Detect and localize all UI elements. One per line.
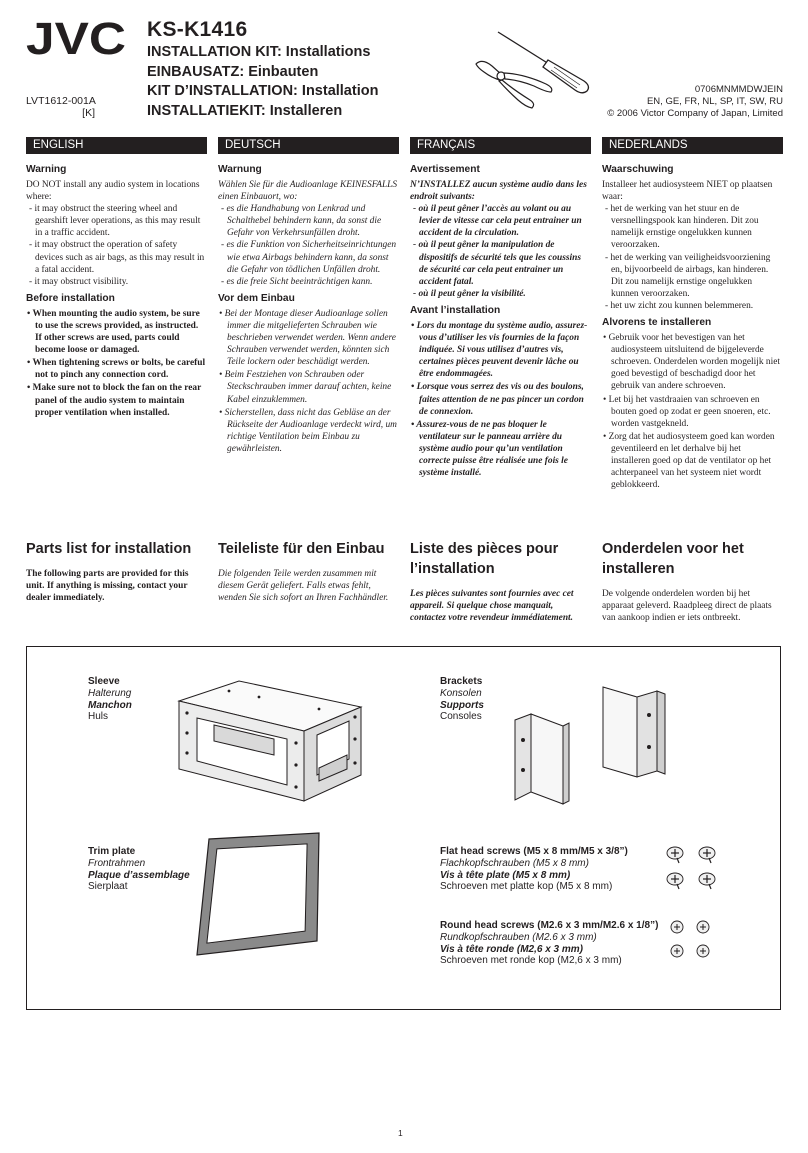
label-de: Rundkopfschrauben (M2.6 x 3 mm) — [440, 931, 597, 943]
parts-intro-nl: De volgende onderdelen worden bij het apparaat geleverd. Raadpleeg direct de plaats van aankoop indien er iets ontbreekt. — [602, 589, 772, 624]
label-de: Konsolen — [440, 687, 482, 699]
label-en: Sleeve — [88, 676, 120, 687]
before-item: • Make sure not to block the fan on the rear panel of the audio system to maintain proper ventilation when installed. — [27, 383, 202, 418]
svg-text:JVC: JVC — [26, 17, 126, 59]
label-de: Halterung — [88, 687, 132, 699]
nederlands-column — [602, 164, 782, 492]
parts-heading-nl — [602, 539, 787, 579]
tab-english: ENGLISH — [26, 137, 207, 154]
tab-deutsch: DEUTSCH — [218, 137, 399, 154]
label-nl: Consoles — [440, 711, 482, 723]
warning-item: - het de werking van het stuur en de versnellingspook kan hinderen. Dit zou namelijk ernstige ongelukken kunnen veroorzaken. — [605, 204, 759, 251]
bracket-right-drawing — [599, 685, 671, 785]
warning-item: - es die freie Sicht beeinträchtigen kann. — [221, 276, 373, 287]
warning-item: - het de werking van veiligheidsvoorziening en, bijvoorbeeld de airbags, kan hinderen. Dit zou namelijk ernstige ongelukken kunnen veroorzaken. — [605, 252, 771, 299]
label-en: Trim plate — [88, 846, 136, 857]
label-fr: Supports — [440, 699, 484, 711]
title-fr: KIT D’INSTALLATION: Installation — [147, 83, 379, 99]
parts-heading-nl-line2: installeren — [602, 561, 675, 577]
before-heading: Before installation — [26, 292, 115, 304]
label-en: Flat head screws (M5 x 8 mm/M5 x 3/8”) — [440, 846, 628, 857]
parts-heading-en: Parts list for installation — [26, 541, 192, 557]
warning-item: - it may obstruct visibility. — [29, 276, 129, 287]
jvc-logo — [26, 17, 126, 59]
before-item: • Sicherstellen, dass nicht das Gebläse an der Rückseite der Audioanlage verdeckt wird, um richtige Ventilation beim Einbau zu gewährleisten. — [219, 407, 397, 454]
warning-intro: Installeer het audiosysteem NIET op plaatsen waar: — [602, 180, 773, 203]
tab-nederlands: NEDERLANDS — [602, 137, 783, 154]
tools-illustration — [474, 30, 609, 110]
right-langs: EN, GE, FR, NL, SP, IT, SW, RU — [646, 96, 783, 107]
label-en: Round head screws (M2.6 x 3 mm/M2.6 x 1/8”) — [440, 920, 659, 931]
parts-heading-de: Teileliste für den Einbau — [218, 541, 385, 557]
warning-item: - it may obstruct the operation of safety devices such as air bags, as this may result in a fatal accident. — [29, 240, 205, 275]
label-nl: Huls — [88, 711, 109, 723]
before-item: • Let bij het vastdraaien van schroeven en bouten goed op zodat er geen snoeren, etc. worden vastgekneld. — [603, 394, 771, 429]
page-number: 1 — [398, 1128, 403, 1138]
parts-intro-fr: Les pièces suivantes sont fournies avec cet appareil. Si quelque chose manquait, contactez votre revendeur immédiatement. — [410, 589, 574, 624]
warning-item: - où il peut gêner l’accès au volant ou au levier de vitesse car cela peut entrainer un accident de la circulation. — [413, 204, 582, 239]
label-en: Brackets — [440, 676, 483, 687]
before-heading: Alvorens te installeren — [602, 317, 712, 329]
right-code: 0706MNMMDWJEIN — [694, 84, 783, 95]
header-right-info — [607, 84, 783, 120]
english-column — [26, 164, 206, 420]
trim-plate-drawing — [191, 831, 331, 959]
before-item: • Bei der Montage dieser Audioanlage sollen immer die mitgelieferten Schrauben wie beschrieben verwendet werden. Wenn andere Schrauben verwendet werden, könnten sich Teile lockern oder beschädigt werden. — [219, 308, 396, 368]
round-head-screws-label — [440, 920, 658, 967]
label-nl: Sierplaat — [88, 881, 128, 893]
francais-column — [410, 164, 590, 480]
flat-head-screws-label — [440, 846, 628, 893]
title-en: INSTALLATION KIT: Installations — [147, 44, 371, 60]
before-item: • Assurez-vous de ne pas bloquer le ventilateur sur le panneau arrière du système audio pour qu’un ventilation correcte puisse être réalisée une fois le système installé. — [411, 419, 568, 479]
label-nl: Schroeven met ronde kop (M2,6 x 3 mm) — [440, 955, 622, 967]
before-item: • Zorg dat het audiosysteem goed kan worden geventileerd en let derhalve bij het installeren goed op dat de ventilator op het achterpaneel van het systeem niet wordt geblokkeerd. — [603, 431, 775, 491]
warning-item: - het uw zicht zou kunnen belemmeren. — [605, 300, 754, 311]
parts-heading-fr-line1: Liste des pièces pour — [410, 541, 559, 557]
document-code — [26, 95, 96, 119]
warning-item: - où il peut gêner la manipulation de dispositifs de sécurité tels que les coussins de sécurité car cela peut entrainer un accident fatal. — [413, 240, 581, 287]
label-fr: Plaque d’assemblage — [88, 869, 190, 881]
sleeve-label — [88, 676, 132, 723]
before-item: • Gebruik voor het bevestigen van het audiosysteem uitsluitend de bijgeleverde schroeven. Onderdelen worden mogelijk niet goed bevestigd of beschadigd door het gebruik van andere schroeven. — [603, 333, 780, 392]
label-nl: Schroeven met platte kop (M5 x 8 mm) — [440, 881, 613, 893]
warning-heading: Avertissement — [410, 164, 480, 175]
parts-heading-fr-line2: l’installation — [410, 561, 495, 577]
before-heading: Avant l’installation — [410, 304, 501, 316]
kit-titles — [147, 43, 378, 121]
bracket-left-drawing — [511, 712, 571, 807]
round-head-screws-drawing — [665, 917, 717, 965]
warning-intro: Wählen Sie für die Audioanlage KEINESFALLS einen Einbauort, wo: — [218, 180, 398, 203]
before-item: • When mounting the audio system, be sure to use the screws provided, as instructed. If other screws are used, parts could become loose or damaged. — [27, 308, 200, 356]
warning-intro: DO NOT install any audio system in locations where: — [26, 180, 200, 203]
title-nl: INSTALLATIEKIT: Installeren — [147, 102, 343, 119]
warning-item: - où il peut gêner la visibilité. — [413, 288, 526, 299]
label-fr: Vis à tête ronde (M2,6 x 3 mm) — [440, 943, 584, 955]
before-item: • Lorsque vous serrez des vis ou des boulons, faites attention de ne pas pincer un cordon de connexion. — [411, 382, 584, 417]
label-fr: Manchon — [88, 699, 132, 711]
doc-code-sub: [K] — [82, 107, 95, 119]
title-de: EINBAUSATZ: Einbauten — [147, 63, 319, 80]
warning-item: - es die Handhabung von Lenkrad und Schalthebel behindern kann, da sonst die Gefahr von Verkehrsunfällen droht. — [221, 204, 382, 239]
warning-item: - it may obstruct the steering wheel and gearshift lever operations, as this may result in a traffic accident. — [29, 204, 201, 239]
model-number: KS-K1416 — [147, 18, 248, 41]
warning-heading: Waarschuwing — [602, 164, 674, 175]
deutsch-column — [218, 164, 398, 456]
warning-intro: N’INSTALLEZ aucun système audio dans les endroit suivants: — [410, 180, 587, 203]
sleeve-drawing — [169, 673, 369, 805]
warning-item: - es die Funktion von Sicherheitseinrichtungen wie etwa Airbags behindern kann, da sonst die Gefahr von tödlichen Unfällen droht. — [221, 240, 397, 275]
copyright: © 2006 Victor Company of Japan, Limited — [607, 108, 783, 119]
trim-plate-label — [88, 846, 190, 893]
label-de: Flachkopfschrauben (M5 x 8 mm) — [440, 857, 589, 869]
doc-code: LVT1612-001A — [26, 95, 96, 107]
flat-head-screws-drawing — [663, 843, 721, 893]
warning-heading: Warnung — [218, 164, 262, 175]
before-heading: Vor dem Einbau — [218, 292, 295, 304]
label-fr: Vis à tête plate (M5 x 8 mm) — [440, 869, 571, 881]
brackets-label — [440, 676, 484, 723]
parts-intro-en: The following parts are provided for this unit. If anything is missing, contact your dealer immediately. — [26, 569, 189, 604]
tab-francais: FRANÇAIS — [410, 137, 591, 154]
label-de: Frontrahmen — [88, 857, 146, 869]
parts-box — [26, 646, 781, 1010]
before-item: • Beim Festziehen von Schrauben oder Steckschrauben immer darauf achten, keine Kabel einzuklemmen. — [219, 370, 392, 405]
warning-heading: Warning — [26, 164, 67, 175]
parts-heading-nl-line1: Onderdelen voor het — [602, 541, 744, 557]
before-item: • Lors du montage du système audio, assurez-vous d’utiliser les vis fournies de la façon indiquée. Si vous utilisez d’autres vis, certaines pièces peuvent devenir lâche ou être endommagées. — [411, 320, 588, 380]
parts-intro-de: Die folgenden Teile werden zusammen mit diesem Gerät geliefert. Falls etwas fehlt, wenden Sie sich sofort an Ihren Fachhändler. — [218, 569, 389, 604]
parts-heading-fr — [410, 539, 595, 579]
before-item: • When tightening screws or bolts, be careful not to pinch any connection cord. — [27, 358, 206, 381]
